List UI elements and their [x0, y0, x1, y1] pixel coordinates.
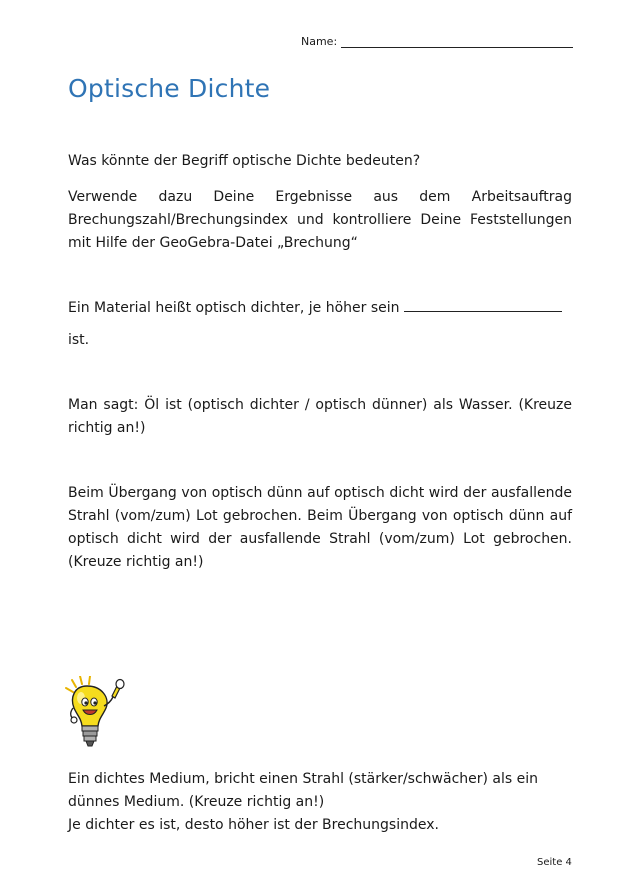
lightbulb-mascot-icon [64, 676, 126, 750]
name-field-row [301, 35, 573, 48]
hint-text-2: Je dichter es ist, desto höher ist der Brechungsindex. [68, 817, 439, 833]
name-label: Name: [301, 35, 338, 48]
page-title: Optische Dichte [68, 74, 271, 103]
instruction-text: Verwende dazu Deine Ergebnisse aus dem Arbeitsauftrag Brechungszahl/Brechungsindex und kontrolliere Deine Feststellungen mit Hilfe der GeoGebra-Datei „Brechung“ [68, 189, 572, 251]
page-number: Seite 4 [537, 857, 572, 868]
transition-statement: Beim Übergang von optisch dünn auf optisch dicht wird der ausfallende Strahl (vom/zum) Lot gebrochen. Beim Übergang von optisch dünn auf optisch dicht wird der ausfallende Strahl (vom/zum) Lot gebrochen. (Kreuze richtig an!) [68, 485, 572, 570]
fill-sentence [68, 297, 588, 320]
fill-sentence-text: Ein Material heißt optisch dichter, je höher sein [68, 300, 400, 316]
oil-statement: Man sagt: Öl ist (optisch dichter / optisch dünner) als Wasser. (Kreuze richtig an!) [68, 397, 572, 436]
answer-blank-line[interactable] [404, 297, 562, 312]
name-input-line[interactable] [341, 35, 573, 48]
question-text: Was könnte der Begriff optische Dichte bedeuten? [68, 153, 421, 169]
hint-text-1: Ein dichtes Medium, bricht einen Strahl (stärker/schwächer) als ein dünnes Medium. (Kreuze richtig an!) [68, 771, 539, 810]
fill-sentence-end: ist. [68, 332, 90, 348]
